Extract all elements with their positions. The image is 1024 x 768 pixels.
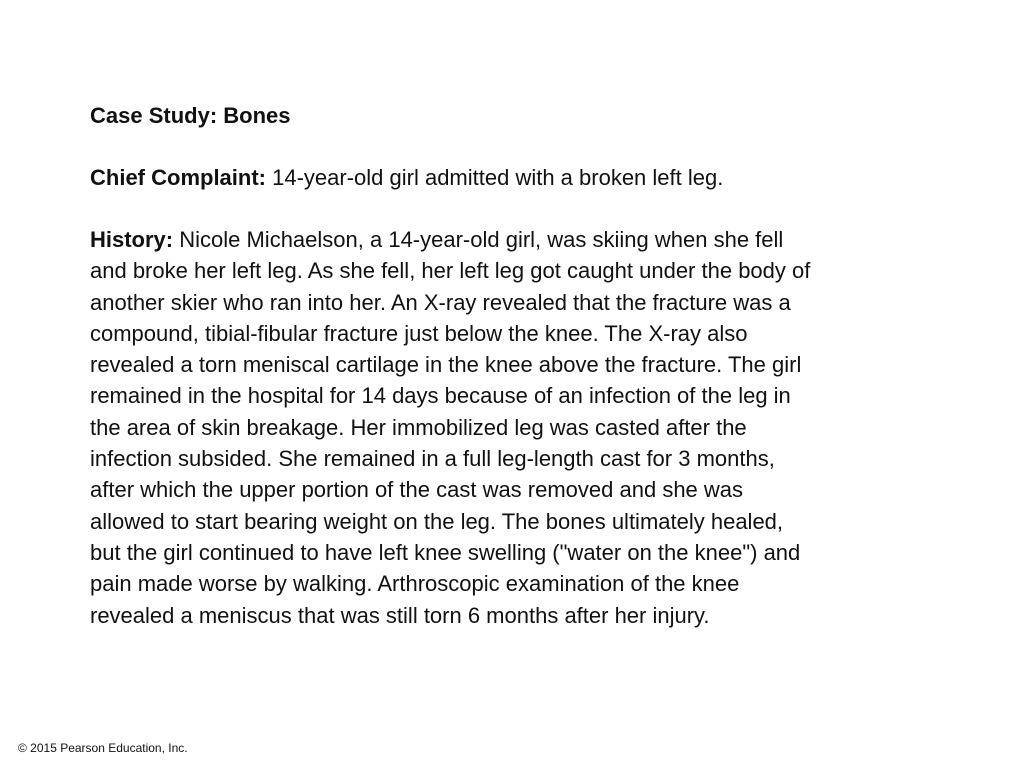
history-line: allowed to start bearing weight on the leg. The bones ultimately healed, [90,508,784,534]
chief-complaint [90,162,723,193]
history-line: after which the upper portion of the cast was removed and she was [90,477,744,503]
history-line: another skier who ran into her. An X-ray revealed that the fracture was a [90,289,791,315]
slide-title: Case Study: Bones [90,103,291,128]
history-line: revealed a torn meniscal cartilage in the knee above the fracture. The girl [90,352,802,378]
chief-complaint-text: 14-year-old girl admitted with a broken left leg. [266,165,724,190]
history-line: the area of skin breakage. Her immobilized leg was casted after the [90,414,747,440]
history-line [90,224,810,255]
history-label: History: [90,227,174,252]
history-line-text: Nicole Michaelson, a 14-year-old girl, was skiing when she fell [173,227,784,252]
chief-complaint-label: Chief Complaint: [90,165,266,190]
history-line: pain made worse by walking. Arthroscopic examination of the knee [90,571,740,597]
history-line: and broke her left leg. As she fell, her left leg got caught under the body of [90,258,811,284]
history-paragraph [90,224,810,631]
history-line: compound, tibial-fibular fracture just below the knee. The X-ray also [90,320,748,346]
history-line: revealed a meniscus that was still torn 6 months after her injury. [90,602,710,628]
history-line: infection subsided. She remained in a full leg-length cast for 3 months, [90,446,775,472]
history-line: but the girl continued to have left knee swelling ("water on the knee") and [90,539,801,565]
history-line: remained in the hospital for 14 days because of an infection of the leg in [90,383,791,409]
copyright-footer: © 2015 Pearson Education, Inc. [18,741,188,755]
